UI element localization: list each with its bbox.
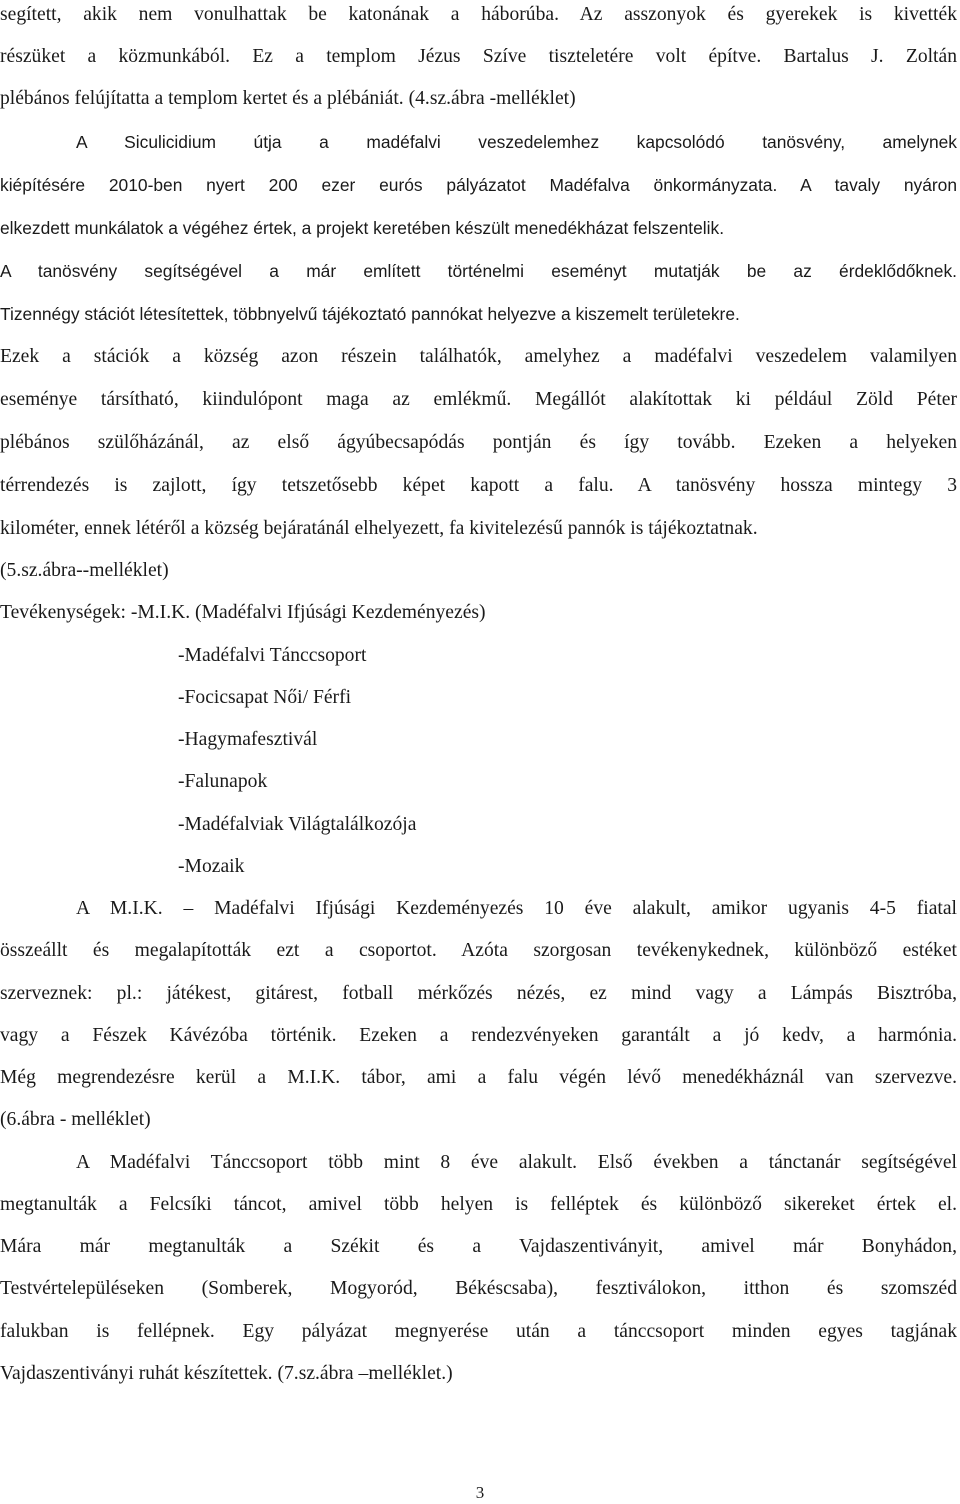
text-line: plébános felújítatta a templom kertet és a plébániát. (4.sz.ábra -melléklet)	[0, 88, 576, 109]
text-line: segített, akik nem vonulhattak be katonának a háborúba. Az asszonyok és gyerekek is kivették	[0, 4, 957, 25]
text-line: vagy a Fészek Kávézóba történik. Ezeken a rendezvényeken garantált a jó kedv, a harmónia.	[0, 1025, 957, 1046]
text-line: (6.ábra - melléklet)	[0, 1109, 151, 1130]
activity-list-item: -Madéfalviak Világtalálkozója	[178, 814, 417, 835]
text-line: plébános szülőházánál, az első ágyúbecsapódás pontján és így tovább. Ezeken a helyeken	[0, 432, 957, 453]
text-line: részüket a közmunkából. Ez a templom Jézus Szíve tiszteletére volt építve. Bartalus J. Zoltán	[0, 46, 957, 67]
text-line: A Madéfalvi Tánccsoport több mint 8 éve alakult. Első években a tánctanár segítségével	[76, 1152, 957, 1173]
text-line: A M.I.K. – Madéfalvi Ifjúsági Kezdeményezés 10 éve alakult, amikor ugyanis 4-5 fiatal	[76, 898, 957, 919]
page-number: 3	[475, 1483, 485, 1502]
text-line: összeállt és megalapították ezt a csoportot. Azóta szorgosan tevékenykednek, különböző estéket	[0, 940, 957, 961]
text-line: Ezek a stációk a község azon részein találhatók, amelyhez a madéfalvi veszedelem valamilyen	[0, 346, 957, 367]
activity-list-item: -Focicsapat Női/ Férfi	[178, 687, 352, 708]
text-line: Mára már megtanulták a Székit és a Vajdaszentiványit, amivel már Bonyhádon,	[0, 1236, 957, 1257]
text-line: eseménye társítható, kiindulópont maga az emlékmű. Megállót alakítottak ki például Zöld Péter	[0, 389, 957, 410]
text-line: A tanösvény segítségével a már említett történelmi eseményt mutatják be az érdeklődőknek.	[0, 261, 957, 281]
activity-list-item: -Madéfalvi Tánccsoport	[178, 645, 367, 666]
text-line: Még megrendezésre kerül a M.I.K. tábor, ami a falu végén lévő menedékháznál van szervezve.	[0, 1067, 957, 1088]
text-line: szerveznek: pl.: játékest, gitárest, fotball mérkőzés nézés, ez mind vagy a Lámpás Bisztróba,	[0, 983, 957, 1004]
text-line: (5.sz.ábra--melléklet)	[0, 560, 169, 581]
text-line: kiépítésére 2010-ben nyert 200 ezer eurós pályázatot Madéfalva önkormányzata. A tavaly nyáron	[0, 175, 957, 195]
text-line: Testvértelepüléseken (Somberek, Mogyoród, Békéscsaba), fesztiválokon, itthon és szomszéd	[0, 1278, 957, 1299]
activities-heading: Tevékenységek: -M.I.K. (Madéfalvi Ifjúsági Kezdeményezés)	[0, 602, 486, 623]
activity-list-item: -Hagymafesztivál	[178, 729, 318, 750]
text-line: megtanulták a Felcsíki táncot, amivel több helyen is felléptek és különböző sikereket értek el.	[0, 1194, 957, 1215]
text-line: A Siculicidium útja a madéfalvi veszedelemhez kapcsolódó tanösvény, amelynek	[76, 132, 957, 152]
text-line: Tizennégy stációt létesítettek, többnyelvű tájékoztató pannókat helyezve a kiszemelt területekre.	[0, 304, 740, 324]
activity-list-item: -Mozaik	[178, 856, 245, 877]
text-line: kilométer, ennek létéről a község bejáratánál elhelyezett, fa kivitelezésű pannók is tájékoztatnak.	[0, 518, 758, 539]
text-line: elkezdett munkálatok a végéhez értek, a projekt keretében készült menedékházat felszentelik.	[0, 218, 725, 238]
text-line: térrendezés is zajlott, így tetszetősebb képet kapott a falu. A tanösvény hossza mintegy 3	[0, 475, 957, 496]
text-line: falukban is fellépnek. Egy pályázat megnyerése után a tánccsoport minden egyes tagjának	[0, 1321, 957, 1342]
text-line: Vajdaszentiványi ruhát készítettek. (7.sz.ábra –melléklet.)	[0, 1363, 453, 1384]
activity-list-item: -Falunapok	[178, 771, 268, 792]
